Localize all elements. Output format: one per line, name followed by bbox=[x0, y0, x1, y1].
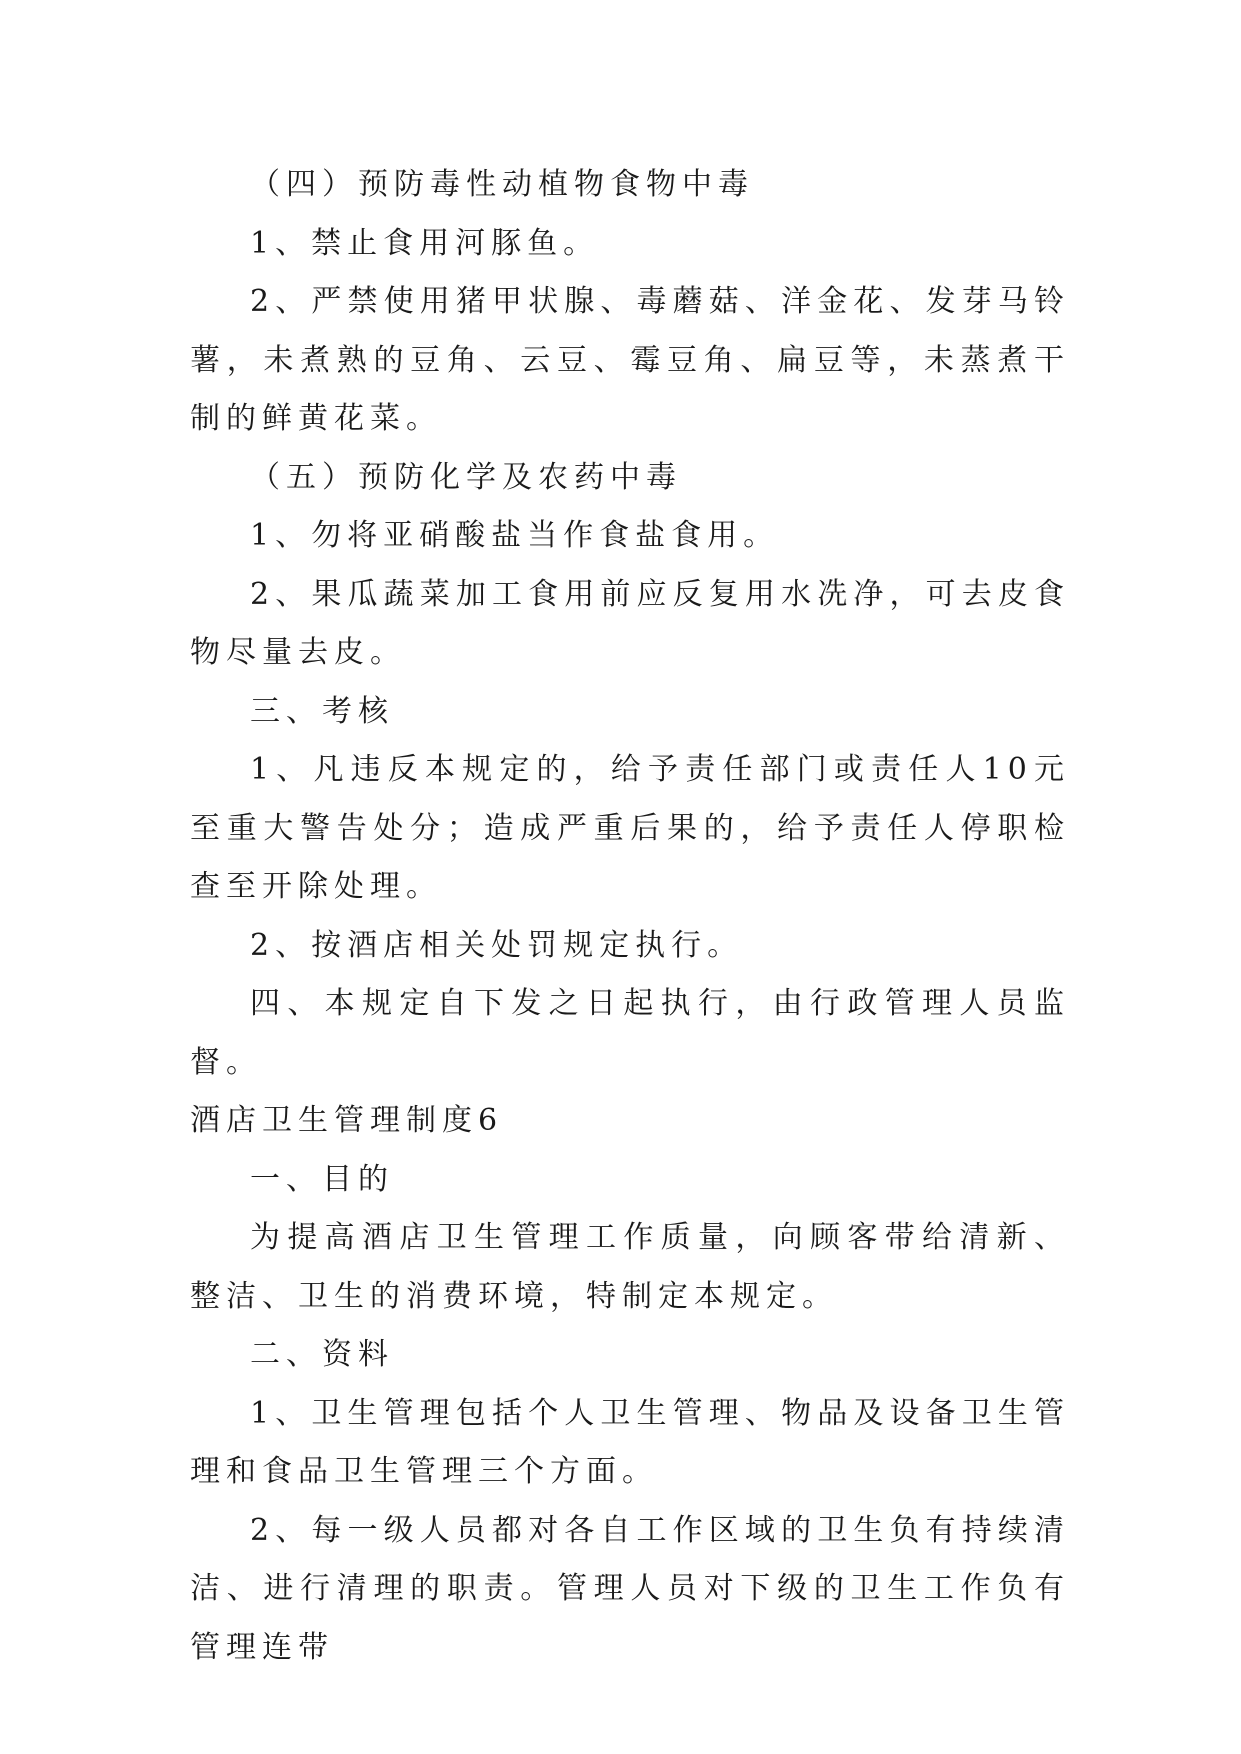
paragraph: 1、勿将亚硝酸盐当作食盐食用。 bbox=[250, 518, 780, 553]
section-heading-assessment: 三、考核 bbox=[250, 693, 394, 729]
paragraph: 1、凡违反本规定的，给予责任部门或责任人10元至重大警告处分；造成严重后果的，给予责任人停职检查至开除处理。 bbox=[190, 752, 1070, 904]
section-heading-purpose: 一、目的 bbox=[250, 1161, 394, 1197]
paragraph: 1、禁止食用河豚鱼。 bbox=[250, 225, 600, 261]
paragraph: 1、卫生管理包括个人卫生管理、物品及设备卫生管理和食品卫生管理三个方面。 bbox=[190, 1395, 1070, 1489]
paragraph: 2、果瓜蔬菜加工食用前应反复用水冼净，可去皮食物尽量去皮。 bbox=[190, 576, 1070, 670]
document-title: 酒店卫生管理制度6 bbox=[190, 1103, 504, 1138]
document-body bbox=[190, 156, 1070, 1677]
section-heading-5: （五）预防化学及农药中毒 bbox=[250, 459, 682, 495]
section-heading-4: （四）预防毒性动植物食物中毒 bbox=[250, 167, 754, 202]
paragraph: 2、每一级人员都对各自工作区域的卫生负有持续清洁、进行清理的职责。管理人员对下级的卫生工作负有管理连带 bbox=[190, 1512, 1070, 1665]
paragraph: 2、按酒店相关处罚规定执行。 bbox=[250, 927, 744, 963]
section-heading-materials: 二、资料 bbox=[250, 1337, 394, 1372]
paragraph: 为提高酒店卫生管理工作质量，向顾客带给清新、整洁、卫生的消费环境，特制定本规定。 bbox=[190, 1220, 1070, 1314]
paragraph: 四、本规定自下发之日起执行，由行政管理人员监督。 bbox=[190, 986, 1070, 1080]
paragraph: 2、严禁使用猪甲状腺、毒蘑菇、洋金花、发芽马铃薯，未煮熟的豆角、云豆、霉豆角、扁豆等，未蒸煮干制的鲜黄花菜。 bbox=[190, 284, 1070, 436]
